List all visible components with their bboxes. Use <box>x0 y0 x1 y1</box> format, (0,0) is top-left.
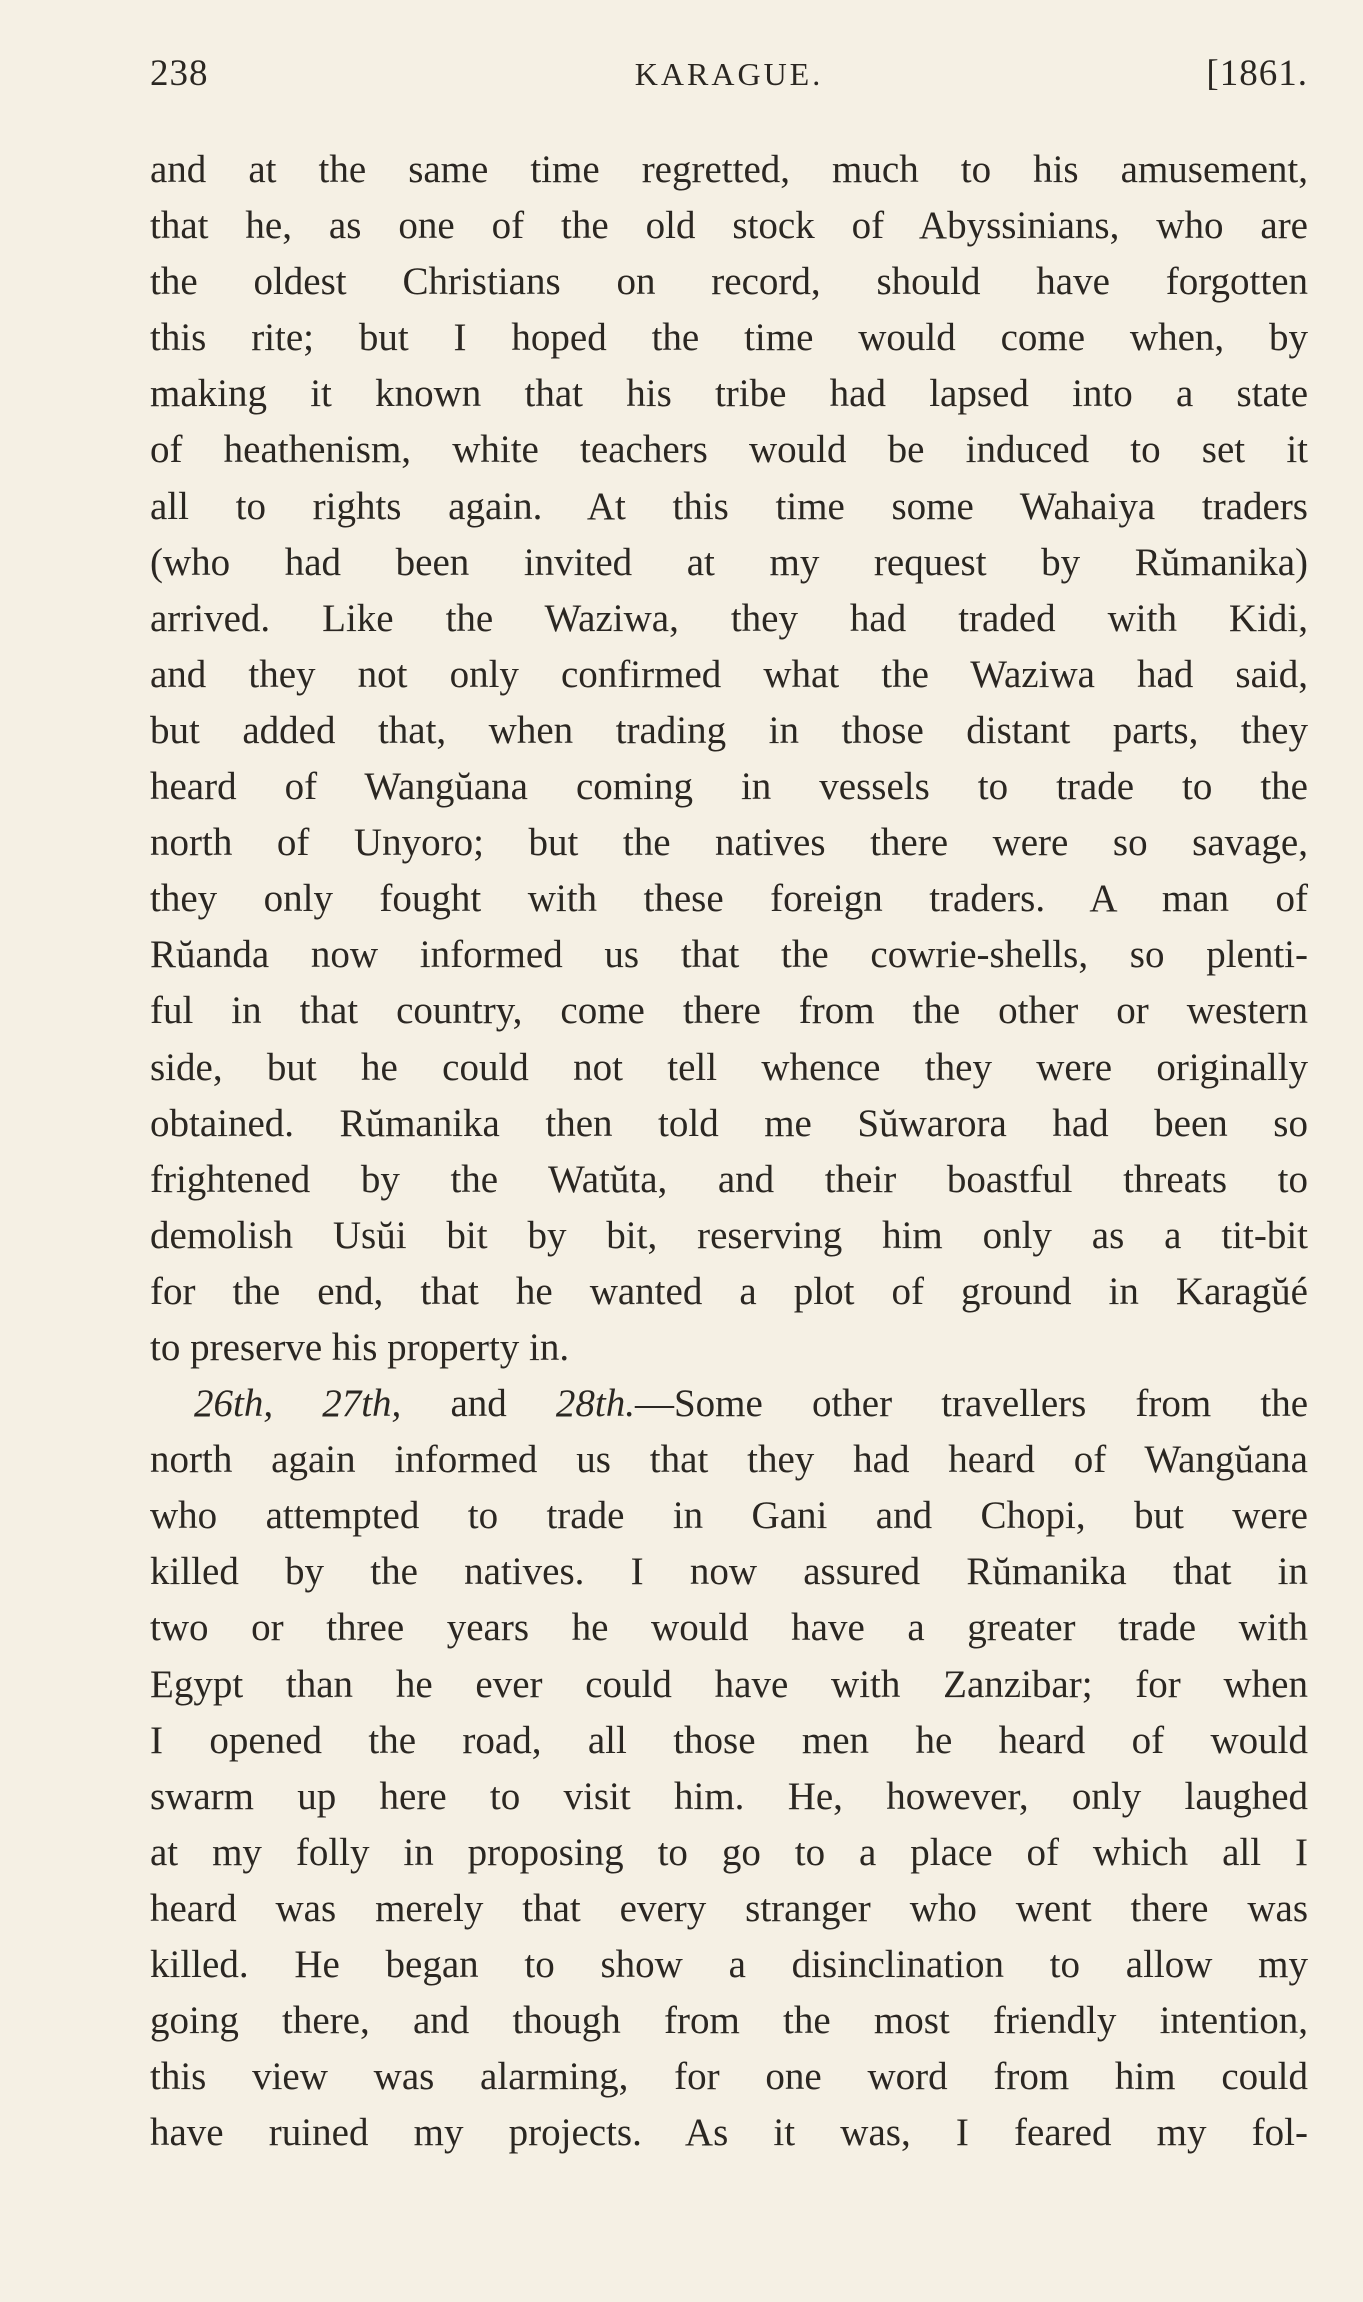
text-line: who attempted to trade in Gani and Chopi, but were <box>150 1494 1308 1538</box>
running-title: KARAGUE. <box>634 56 824 92</box>
text-line: heard of Wangŭana coming in vessels to trade to the <box>150 765 1308 809</box>
text-line: north of Unyoro; but the natives there were so savage, <box>150 821 1308 865</box>
text-line: killed by the natives. I now assured Rŭmanika that in <box>150 1550 1308 1594</box>
text-line: to preserve his property in. <box>150 1325 570 1369</box>
text-line: (who had been invited at my request by Rŭmanika) <box>150 540 1308 584</box>
entry-dates-and: and <box>401 1382 556 1426</box>
text-line: frightened by the Watŭta, and their boastful threats to <box>150 1157 1308 1201</box>
text-line: but added that, when trading in those distant parts, they <box>150 708 1308 752</box>
text-line: all to rights again. At this time some Wahaiya traders <box>150 484 1308 528</box>
text-line: demolish Usŭi bit by bit, reserving him only as a tit-bit <box>150 1213 1308 1257</box>
text-line: going there, and though from the most friendly intention, <box>150 1999 1308 2043</box>
page-number: 238 <box>150 53 209 94</box>
text-line: north again informed us that they had heard of Wangŭana <box>150 1438 1308 1482</box>
text-line: killed. He began to show a disinclination to allow my <box>150 1943 1308 1986</box>
text-line: this rite; but I hoped the time would come when, by <box>150 316 1308 360</box>
text-line: arrived. Like the Waziwa, they had traded with Kidi, <box>150 596 1308 640</box>
text-line: side, but he could not tell whence they were originally <box>150 1045 1308 1089</box>
text-line: Rŭanda now informed us that the cowrie-shells, so plenti- <box>150 933 1308 977</box>
entry-date-last: 28th. <box>555 1382 635 1426</box>
year-marker: [1861. <box>1206 53 1308 94</box>
text-line: have ruined my projects. As it was, I feared my fol- <box>150 2111 1308 2155</box>
text-line: I opened the road, all those men he heard of would <box>150 1718 1308 1762</box>
text-line: swarm up here to visit him. He, however, only laughed <box>150 1774 1308 1818</box>
text-line: two or three years he would have a greater trade with <box>150 1606 1308 1650</box>
text-line: this view was alarming, for one word from him could <box>150 2055 1308 2099</box>
text-line: heard was merely that every stranger who went there was <box>150 1886 1308 1930</box>
text-line: the oldest Christians on record, should have forgotten <box>150 260 1308 304</box>
text-line: they only fought with these foreign traders. A man of <box>150 877 1308 921</box>
text-line: of heathenism, white teachers would be induced to set it <box>150 428 1308 472</box>
body-text <box>150 142 1308 2161</box>
text-line: Egypt than he ever could have with Zanzibar; for when <box>150 1662 1308 1706</box>
running-header <box>150 48 1308 100</box>
text-line: ful in that country, come there from the other or western <box>150 989 1308 1033</box>
text-line: that he, as one of the old stock of Abyssinians, who are <box>150 204 1308 248</box>
entry-dates: 26th, 27th, <box>194 1382 402 1426</box>
entry-text-start: —Some other travellers from the <box>634 1382 1308 1426</box>
text-line: and at the same time regretted, much to his amusement, <box>150 148 1308 191</box>
text-line: at my folly in proposing to go to a place of which all I <box>150 1830 1308 1874</box>
paragraph-start-line <box>150 1376 1308 1432</box>
text-line: for the end, that he wanted a plot of ground in Karagŭé <box>150 1269 1308 1313</box>
text-line: making it known that his tribe had lapsed into a state <box>150 372 1308 416</box>
text-line: obtained. Rŭmanika then told me Sŭwarora had been so <box>150 1101 1308 1145</box>
text-line: and they not only confirmed what the Waziwa had said, <box>150 652 1308 696</box>
